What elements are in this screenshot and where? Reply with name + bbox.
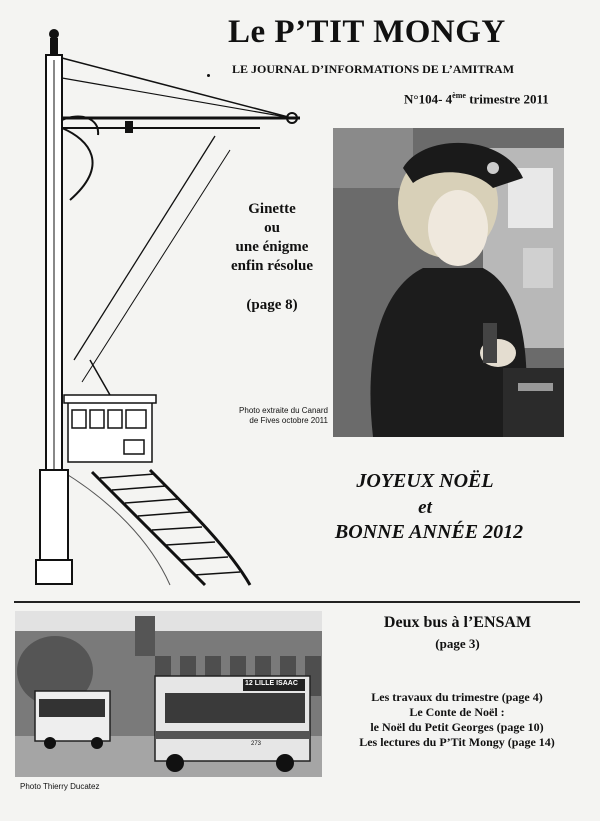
issue-number (404, 91, 549, 107)
masthead-title: Le P’TIT MONGY (228, 14, 506, 50)
masthead-subtitle: LE JOURNAL D’INFORMATIONS DE L’AMITRAM (232, 62, 515, 76)
bus-destination-sign: 12 LILLE ISAAC (245, 680, 298, 687)
contents-item: le Noël du Petit Georges (page 10) (370, 720, 544, 734)
bus-photo-illustration (15, 611, 322, 777)
issue-superscript: ème (452, 91, 466, 100)
feature-page-ref: (page 8) (246, 297, 298, 313)
contents-item: Les travaux du trimestre (page 4) (371, 690, 543, 704)
issue-prefix: N°104- 4 (404, 91, 453, 107)
table-of-contents (326, 690, 588, 750)
feature-teaser (212, 200, 332, 315)
bus-story-headline: Deux bus à l’ENSAM (383, 614, 532, 631)
ginette-photo (333, 128, 564, 437)
greeting-line-1: JOYEUX NOËL (356, 470, 494, 492)
feature-line-3: une énigme (235, 239, 309, 255)
contents-item: Les lectures du P’Tit Mongy (page 14) (359, 735, 555, 749)
bus-story-page-ref: (page 3) (435, 636, 480, 651)
greeting-line-2: et (418, 497, 432, 518)
ginette-photo-illustration (333, 128, 564, 437)
feature-line-2: ou (264, 220, 280, 236)
bus-fleet-number: 273 (251, 741, 262, 747)
photo-caption (228, 406, 328, 426)
feature-line-4: enfin résolue (230, 258, 314, 274)
section-divider (14, 601, 580, 603)
bus-photo (15, 611, 322, 777)
issue-suffix: trimestre 2011 (465, 91, 549, 107)
greeting-line-3: BONNE ANNÉE 2012 (334, 521, 524, 543)
photo-caption-line-1: Photo extraite du Canard (239, 406, 328, 415)
masthead-dot (207, 74, 210, 77)
bus-photo-caption: Photo Thierry Ducatez (20, 782, 100, 791)
feature-line-1: Ginette (248, 201, 296, 217)
photo-caption-line-2: de Fives octobre 2011 (249, 416, 328, 425)
contents-item: Le Conte de Noël : (409, 705, 505, 719)
